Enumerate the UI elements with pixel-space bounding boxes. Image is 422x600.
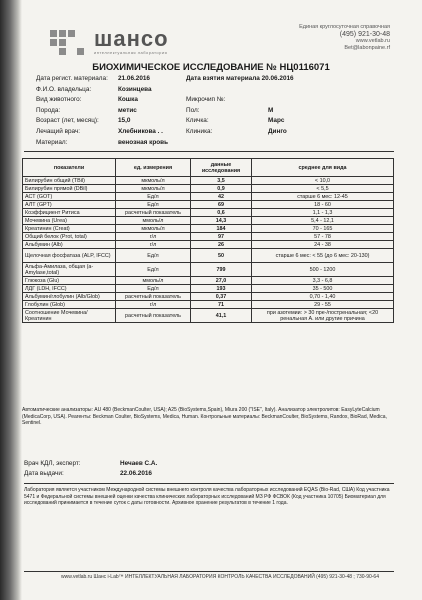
analyte-name: Соотношение Мочевина/Креатинин xyxy=(23,309,116,323)
reference-range: 5,4 - 12,1 xyxy=(252,217,394,225)
lab-logo xyxy=(50,24,170,60)
analyte-name: АСТ (GOT) xyxy=(23,193,116,201)
info-label: Вид животного: xyxy=(36,96,82,104)
table-row xyxy=(23,233,394,241)
info-row xyxy=(36,95,376,106)
issue-date-label: Дата выдачи: xyxy=(24,470,64,477)
result-value: 69 xyxy=(191,201,252,209)
contact-phone: (495) 921-30-48 xyxy=(339,31,390,38)
info-value: метис xyxy=(118,106,137,114)
table-row xyxy=(23,249,394,263)
analyte-name: Щелочная фосфатаза (ALP, IFCC) xyxy=(23,249,116,263)
table-row xyxy=(23,301,394,309)
result-value: 50 xyxy=(191,249,252,263)
analyte-name: Альбумин (Alb) xyxy=(23,241,116,249)
reference-range: старше 6 мес: 12-45 xyxy=(252,193,394,201)
section-divider xyxy=(24,151,394,152)
unit-cell: мкмоль/л xyxy=(116,225,191,233)
reference-range: < 10,0 xyxy=(252,177,394,185)
unit-cell: расчетный показатель xyxy=(116,293,191,301)
analyte-name: Глобулин (Glob) xyxy=(23,301,116,309)
reference-range: 57 - 78 xyxy=(252,233,394,241)
info-row xyxy=(36,127,376,138)
result-value: 41,1 xyxy=(191,309,252,323)
result-value: 42 xyxy=(191,193,252,201)
analyte-name: Альфа-Амилаза, общая (a-Amylase,total) xyxy=(23,263,116,277)
expert-label: Врач КДЛ, эксперт: xyxy=(24,460,81,467)
logo-square xyxy=(50,30,57,37)
info-label: Порода: xyxy=(36,106,61,114)
logo-square xyxy=(59,30,66,37)
analyte-name: ЛДГ (LDH, IFCC) xyxy=(23,285,116,293)
info-row xyxy=(36,74,376,85)
logo-square xyxy=(50,39,57,46)
unit-cell: Ед/л xyxy=(116,285,191,293)
column-header: среднее для вида xyxy=(252,159,394,177)
reference-range: 500 - 1200 xyxy=(252,263,394,277)
page-footer: www.vetlab.ru Шанс i-Lab™ ИНТЕЛЛЕКТУАЛЬНАЯ ЛАБОРАТОРИЯ КОНТРОЛЬ КАЧЕСТВА ИССЛЕДОВАНИЙ (495) 921-30-48 ; 730-90-64 xyxy=(61,574,379,580)
table-body xyxy=(23,177,394,323)
unit-cell: Ед/л xyxy=(116,201,191,209)
logo-square xyxy=(68,30,75,37)
info-label: Ф.И.О. владельца: xyxy=(36,85,92,93)
result-value: 14,3 xyxy=(191,217,252,225)
analyte-name: Общий белок (Prot, total) xyxy=(23,233,116,241)
table-row xyxy=(23,177,394,185)
reference-range: 0,70 - 1,40 xyxy=(252,293,394,301)
unit-cell: мкмоль/л xyxy=(116,177,191,185)
results-table xyxy=(22,158,394,323)
logo-square xyxy=(59,39,66,46)
contact-block xyxy=(299,24,390,52)
analyte-name: АЛТ (GPT) xyxy=(23,201,116,209)
analyte-name: Коэффициент Ритиса xyxy=(23,209,116,217)
info-row xyxy=(36,85,376,96)
column-header: ед. измерения xyxy=(116,159,191,177)
unit-cell: ммоль/л xyxy=(116,277,191,285)
analyte-name: Билирубин прямой (DBil) xyxy=(23,185,116,193)
unit-cell: г/л xyxy=(116,233,191,241)
table-row xyxy=(23,217,394,225)
scan-shadow-edge xyxy=(0,0,22,600)
table-row xyxy=(23,209,394,217)
result-value: 184 xyxy=(191,225,252,233)
info-row xyxy=(36,106,376,117)
logo-wordmark: шансо xyxy=(94,26,169,51)
result-value: 27,0 xyxy=(191,277,252,285)
column-header: данные исследования xyxy=(191,159,252,177)
unit-cell: расчетный показатель xyxy=(116,209,191,217)
result-value: 71 xyxy=(191,301,252,309)
info-value: Хлебникова . . xyxy=(118,127,163,135)
contact-label: Единая круглосуточная справочная xyxy=(299,24,390,30)
letterhead xyxy=(50,24,390,60)
result-value: 193 xyxy=(191,285,252,293)
table-row xyxy=(23,201,394,209)
info-label: Возраст (лет, месяц): xyxy=(36,117,99,125)
info-value: венозная кровь xyxy=(118,138,169,146)
footer-divider xyxy=(24,483,394,484)
result-value: 97 xyxy=(191,233,252,241)
bottom-divider xyxy=(24,571,394,572)
info-value: Кошка xyxy=(118,96,138,104)
document-title: БИОХИМИЧЕСКОЕ ИССЛЕДОВАНИЕ № НЦ0116071 xyxy=(92,62,330,73)
unit-cell: ммоль/л xyxy=(116,217,191,225)
info-value: Козинцева xyxy=(118,85,152,93)
logo-subtitle: интеллектуальная лаборатория xyxy=(94,50,168,55)
unit-cell: Ед/л xyxy=(116,249,191,263)
table-row xyxy=(23,263,394,277)
contact-site: www.vetlab.ru xyxy=(355,38,390,44)
logo-square xyxy=(77,48,84,55)
info-label: Микрочип №: xyxy=(186,96,226,104)
reference-range: при азотемии: > 30 пре-/постренальная; <20 ренальная А. или другие причина xyxy=(252,309,394,323)
analyte-name: Мочевина (Urea) xyxy=(23,217,116,225)
info-label: Материал: xyxy=(36,138,68,146)
info-value: 15,0 xyxy=(118,117,131,125)
result-value: 0,37 xyxy=(191,293,252,301)
unit-cell: г/л xyxy=(116,301,191,309)
result-value: 799 xyxy=(191,263,252,277)
issue-date: 22.06.2016 xyxy=(120,470,152,477)
accreditation-text: Лаборатория является участником Международной системы внешнего контроля качества лабораторных исследований EQAS (Bio-Rad, США) Код участника 5471 и Федеральной системы внешней оценки качества клинических лабораторных исследований МЗ РФ ФСВОК (Код участника 10705) Биоматериал для исследований принимается в течение суток с даты готовности. Архивное хранение результатов в течение 1 года. xyxy=(24,487,390,507)
result-value: 3,5 xyxy=(191,177,252,185)
info-label: Клиника: xyxy=(186,127,213,135)
info-row xyxy=(36,116,376,127)
info-label: Пол: xyxy=(186,106,200,114)
unit-cell: мкмоль/л xyxy=(116,185,191,193)
reference-range: 29 - 55 xyxy=(252,301,394,309)
info-value: Марс xyxy=(268,117,285,125)
table-row xyxy=(23,193,394,201)
info-label: Кличка: xyxy=(186,117,209,125)
result-value: 26 xyxy=(191,241,252,249)
reference-range: старше 6 мес: < 55 (до 6 мес: 20-130) xyxy=(252,249,394,263)
contact-email: Bet@labonpaine.rf xyxy=(344,45,390,51)
info-value: 21.06.2016 xyxy=(118,75,150,82)
unit-cell: расчетный показатель xyxy=(116,309,191,323)
equipment-notes: Автоматические анализаторы: AU 480 (BeckmanCoulter, USA); A25 (BioSystems,Spain), Miura 200 ("ISE", Italy). Анализатор электролитов: EasyLyteCalcium (MedicaCorp, USA). Реагенты: Beckman Coulter, BioSystems, Medica, Human. Контрольные материалы: BeckmanCoulter, BioSystems, Randox, BioRad, Medica, Sentinel. xyxy=(22,407,387,427)
table-row xyxy=(23,309,394,323)
reference-range: < 5,5 xyxy=(252,185,394,193)
table-row xyxy=(23,185,394,193)
info-value: Динго xyxy=(268,127,287,135)
analyte-name: Креатинин (Creat) xyxy=(23,225,116,233)
info-label: Дата регист. материала: xyxy=(36,75,108,82)
reference-range: 1,1 - 1,3 xyxy=(252,209,394,217)
reference-range: 35 - 500 xyxy=(252,285,394,293)
patient-info xyxy=(36,74,376,148)
analyte-name: Билирубин общий (TBil) xyxy=(23,177,116,185)
analyte-name: Глюкоза (Glu) xyxy=(23,277,116,285)
table-row xyxy=(23,277,394,285)
reference-range: 3,3 - 6,8 xyxy=(252,277,394,285)
table-row xyxy=(23,241,394,249)
logo-square xyxy=(59,48,66,55)
info-value: М xyxy=(268,106,274,114)
table-header-row xyxy=(23,159,394,177)
table-row xyxy=(23,225,394,233)
unit-cell: Ед/л xyxy=(116,193,191,201)
column-header: показатели xyxy=(23,159,116,177)
analyte-name: Альбумин/глобулин (Alb/Glob) xyxy=(23,293,116,301)
reference-range: 24 - 38 xyxy=(252,241,394,249)
info-label: Лечащий врач: xyxy=(36,127,81,135)
info-label: Дата взятия материала 20.06.2016 xyxy=(186,75,294,82)
unit-cell: Ед/л xyxy=(116,263,191,277)
table-row xyxy=(23,293,394,301)
result-value: 0,9 xyxy=(191,185,252,193)
unit-cell: г/л xyxy=(116,241,191,249)
reference-range: 18 - 60 xyxy=(252,201,394,209)
info-row xyxy=(36,138,376,149)
table-row xyxy=(23,285,394,293)
result-value: 0,6 xyxy=(191,209,252,217)
reference-range: 70 - 165 xyxy=(252,225,394,233)
expert-name: Нечаев С.А. xyxy=(120,460,158,467)
